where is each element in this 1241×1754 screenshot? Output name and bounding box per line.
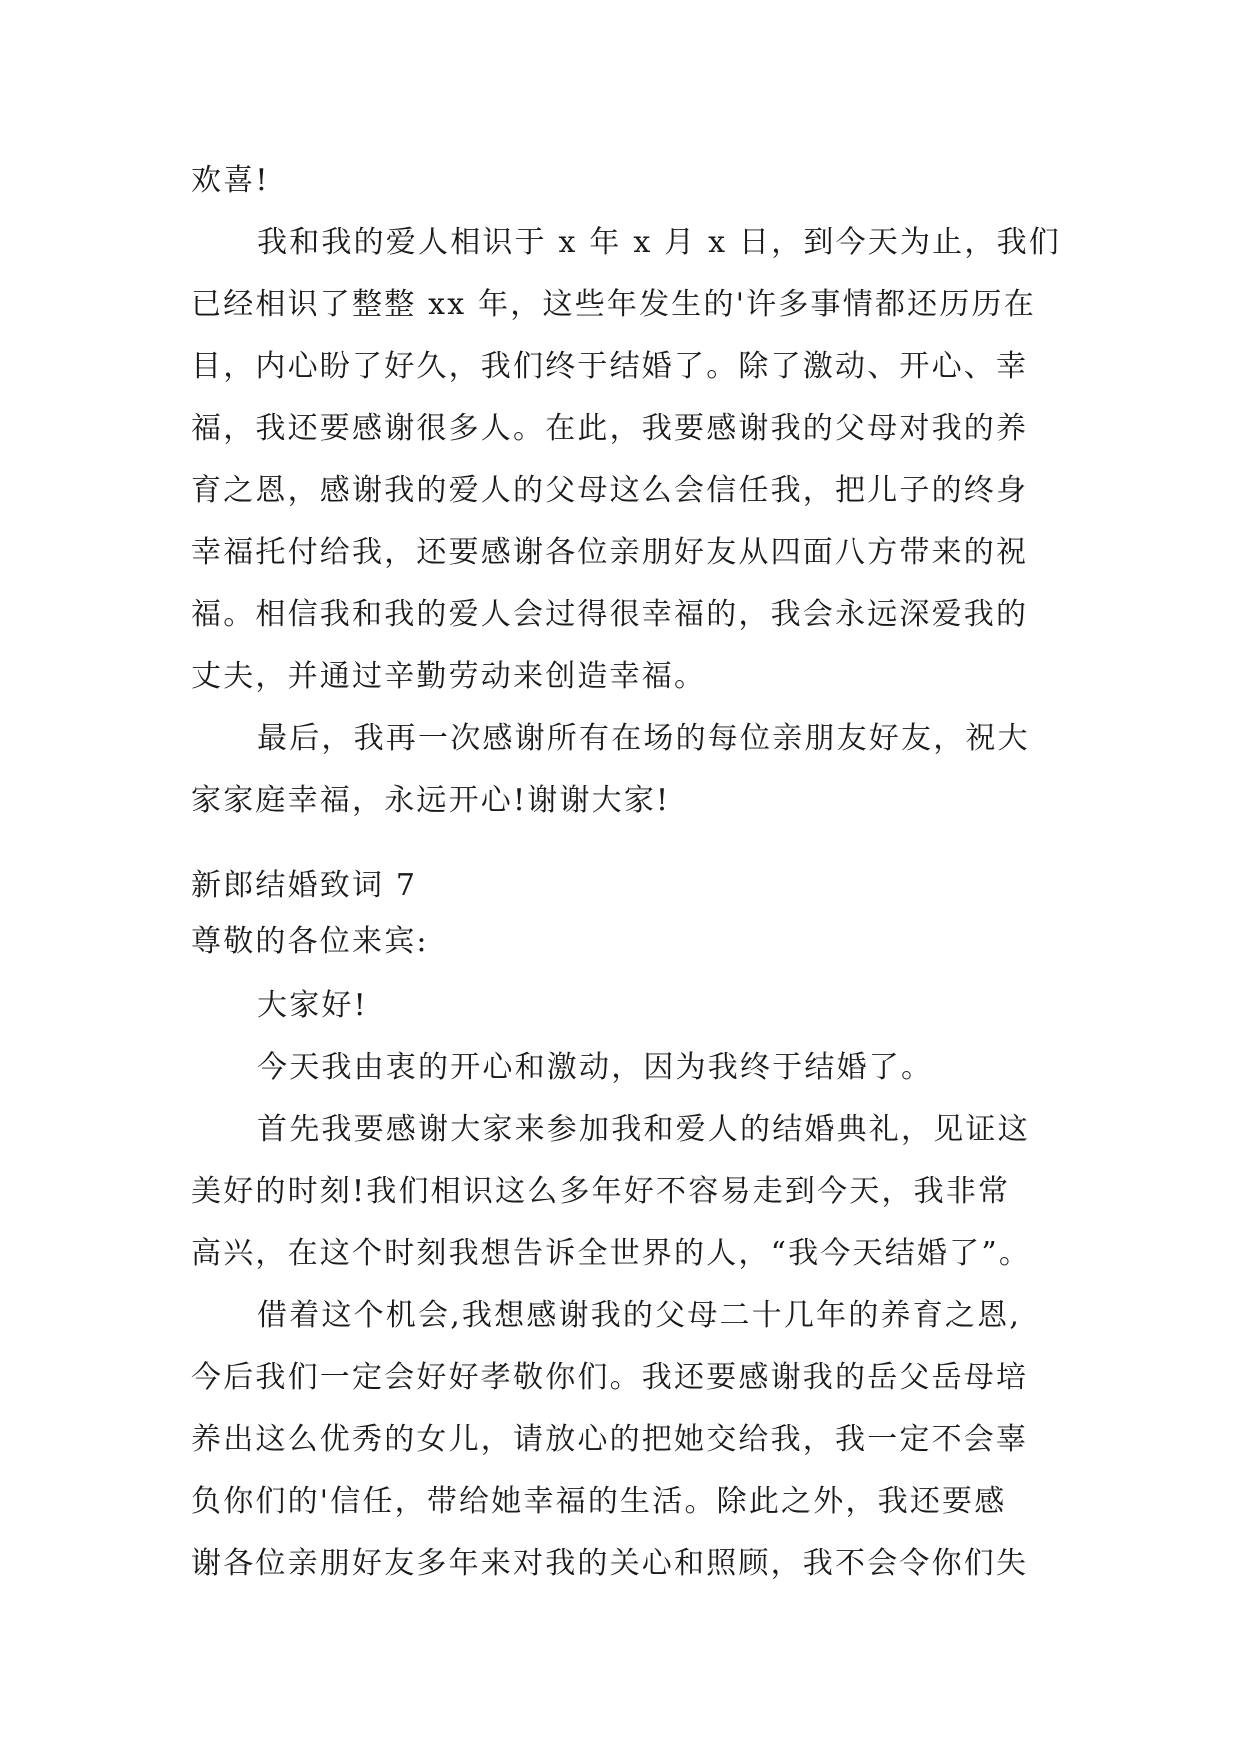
paragraph-line: 美好的时刻!我们相识这么多年好不容易走到今天，我非常: [191, 1174, 1011, 1209]
opening-line: 欢喜!: [191, 163, 270, 198]
paragraph-line: 丈夫，并通过辛勤劳动来创造幸福。: [191, 659, 707, 694]
paragraph-line: 育之恩，感谢我的爱人的父母这么会信任我，把儿子的终身: [191, 473, 1029, 508]
document-body-part1: [191, 150, 1061, 832]
paragraph-line: 目，内心盼了好久，我们终于结婚了。除了激动、开心、幸: [191, 349, 1029, 384]
paragraph-line: 家家庭幸福，永远开心!谢谢大家!: [191, 783, 671, 818]
paragraph-line: 负你们的'信任，带给她幸福的生活。除此之外，我还要感: [191, 1484, 1007, 1519]
paragraph-line: 福，我还要感谢很多人。在此，我要感谢我的父母对我的养: [191, 411, 1029, 446]
paragraph-line: 高兴，在这个时刻我想告诉全世界的人，“我今天结婚了”。: [191, 1236, 1032, 1271]
salutation: 尊敬的各位来宾:: [191, 924, 429, 959]
paragraph-line: 幸福托付给我，还要感谢各位亲朋好友从四面八方带来的祝: [191, 535, 1029, 570]
paragraph-line: 最后，我再一次感谢所有在场的每位亲朋友好友，祝大: [257, 721, 1030, 756]
paragraph-line: 今后我们一定会好好孝敬你们。我还要感谢我的岳父岳母培: [191, 1360, 1029, 1395]
paragraph-line: 已经相识了整整 xx 年，这些年发生的'许多事情都还历历在: [191, 287, 1036, 322]
document-body-part2: [191, 975, 1051, 1595]
paragraph-line: 我和我的爱人相识于 x 年 x 月 x 日，到今天为止，我们: [257, 225, 1061, 260]
paragraph-line: 谢各位亲朋好友多年来对我的关心和照顾，我不会令你们失: [191, 1546, 1029, 1581]
paragraph-line: 首先我要感谢大家来参加我和爱人的结婚典礼，见证这: [257, 1112, 1030, 1147]
section-heading: 新郎结婚致词 7: [191, 868, 418, 903]
paragraph-line: 今天我由衷的开心和激动，因为我终于结婚了。: [257, 1050, 934, 1085]
document-body-part2-header: [191, 858, 1051, 970]
greeting-line: 大家好!: [257, 988, 368, 1023]
paragraph-line: 福。相信我和我的爱人会过得很幸福的，我会永远深爱我的: [191, 597, 1029, 632]
paragraph-line: 借着这个机会,我想感谢我的父母二十几年的养育之恩,: [257, 1298, 1022, 1333]
paragraph-line: 养出这么优秀的女儿，请放心的把她交给我，我一定不会辜: [191, 1422, 1029, 1457]
